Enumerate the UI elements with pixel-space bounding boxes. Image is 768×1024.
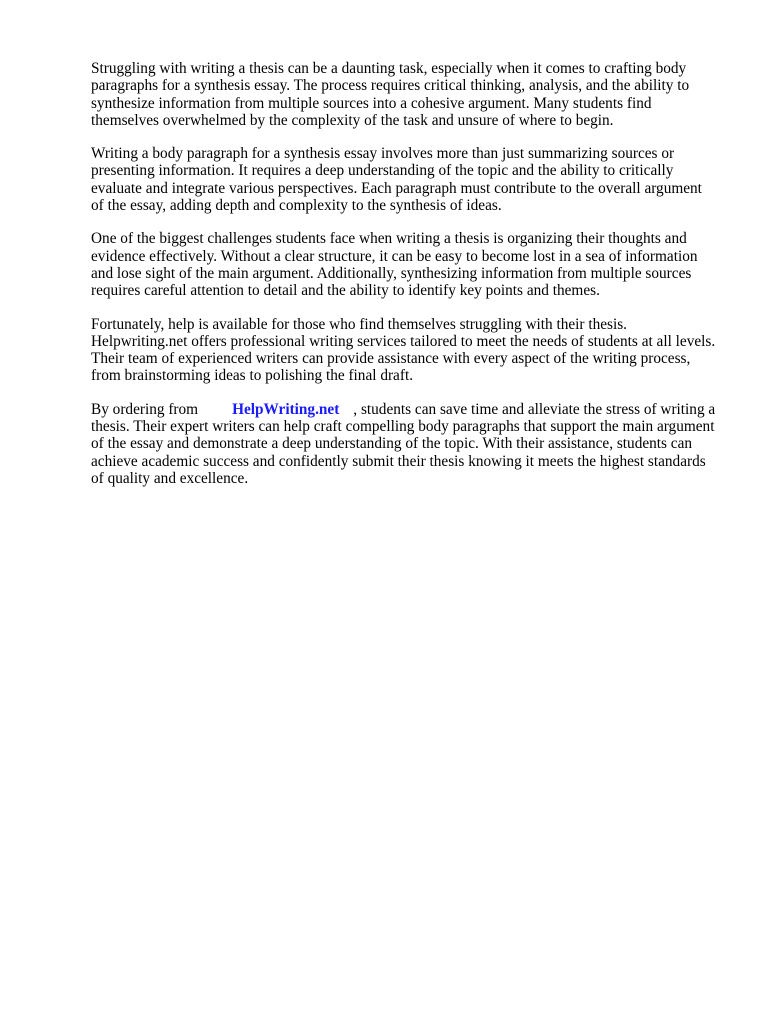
paragraph-ordering [91,401,716,487]
ordering-trailing-text: , students can save time and alleviate the stress of writing a thesis. Their expert writers can help craft compelling body paragraphs that support the main argument of the essay and demonstrate a deep understanding of the topic. With their assistance, students can achieve academic success and confidently submit their thesis knowing it meets the highest standards of quality and excellence. [91,400,716,487]
ordering-lead-text: By ordering from [91,400,199,418]
helpwriting-link[interactable]: HelpWriting.net [232,400,340,418]
paragraph-intro: Struggling with writing a thesis can be a daunting task, especially when it comes to crafting body paragraphs for a synthesis essay. The process requires critical thinking, analysis, and the ability to synthesize information from multiple sources into a cohesive argument. Many students find themselves overwhelmed by the complexity of the task and unsure of where to begin. [91,60,690,129]
paragraph-help-available: Fortunately, help is available for those who find themselves struggling with their thesis. Helpwriting.net offers professional writing services tailored to meet the needs of students at all levels. Their team of experienced writers can provide assistance with every aspect of the writing process, from brainstorming ideas to polishing the final draft. [91,315,716,385]
document-page [91,60,716,503]
paragraph-challenges: One of the biggest challenges students face when writing a thesis is organizing their thoughts and evidence effectively. Without a clear structure, it can be easy to become lost in a sea of information and lose sight of the main argument. Additionally, synthesizing information from multiple sources requires careful attention to detail and the ability to identify key points and themes. [91,230,698,300]
paragraph-body-writing: Writing a body paragraph for a synthesis essay involves more than just summarizing sources or presenting information. It requires a deep understanding of the topic and the ability to critically evaluate and integrate various perspectives. Each paragraph must contribute to the overall argument of the essay, adding depth and complexity to the synthesis of ideas. [91,145,702,215]
